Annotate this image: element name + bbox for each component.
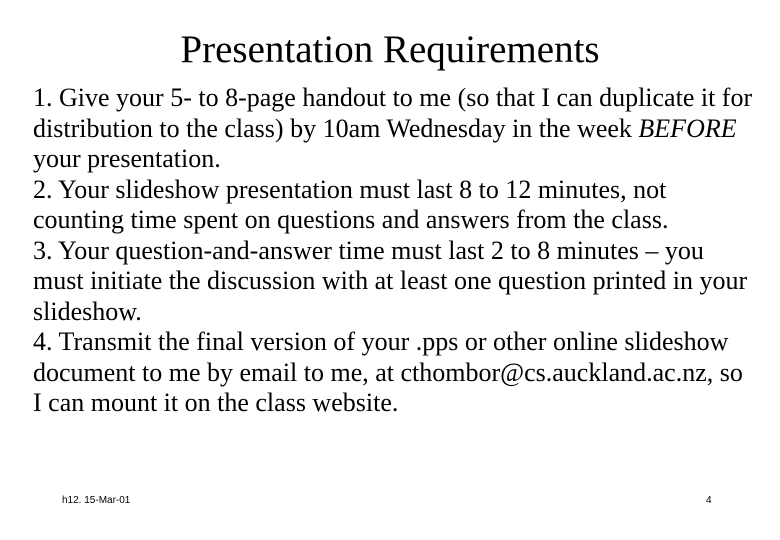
footer-date: h12. 15-Mar-01 bbox=[62, 495, 131, 506]
requirement-item-4: 4. Transmit the final version of your .pps or other online slideshow document to me by email to me, at cthombor@cs.auckland.ac.nz, so I can mount it on the class website. bbox=[33, 327, 743, 417]
requirement-1-text-end: your presentation. bbox=[33, 144, 221, 173]
slide-body bbox=[33, 83, 753, 419]
page-number: 4 bbox=[706, 495, 712, 506]
requirement-item-1 bbox=[33, 83, 753, 175]
requirement-item-3: 3. Your question-and-answer time must last 2 to 8 minutes – you must initiate the discussion with at least one question printed in your slideshow. bbox=[33, 235, 748, 326]
slide-title: Presentation Requirements bbox=[180, 28, 600, 71]
requirement-1-text-start: 1. Give your 5- to 8-page handout to me (so that I can duplicate it for distribution to the class) by 10am Wednesday in the week bbox=[33, 83, 753, 143]
requirement-item-2: 2. Your slideshow presentation must last 8 to 12 minutes, not counting time spent on questions and answers from the class. bbox=[33, 174, 669, 234]
requirement-1-emphasis: BEFORE bbox=[638, 113, 737, 143]
